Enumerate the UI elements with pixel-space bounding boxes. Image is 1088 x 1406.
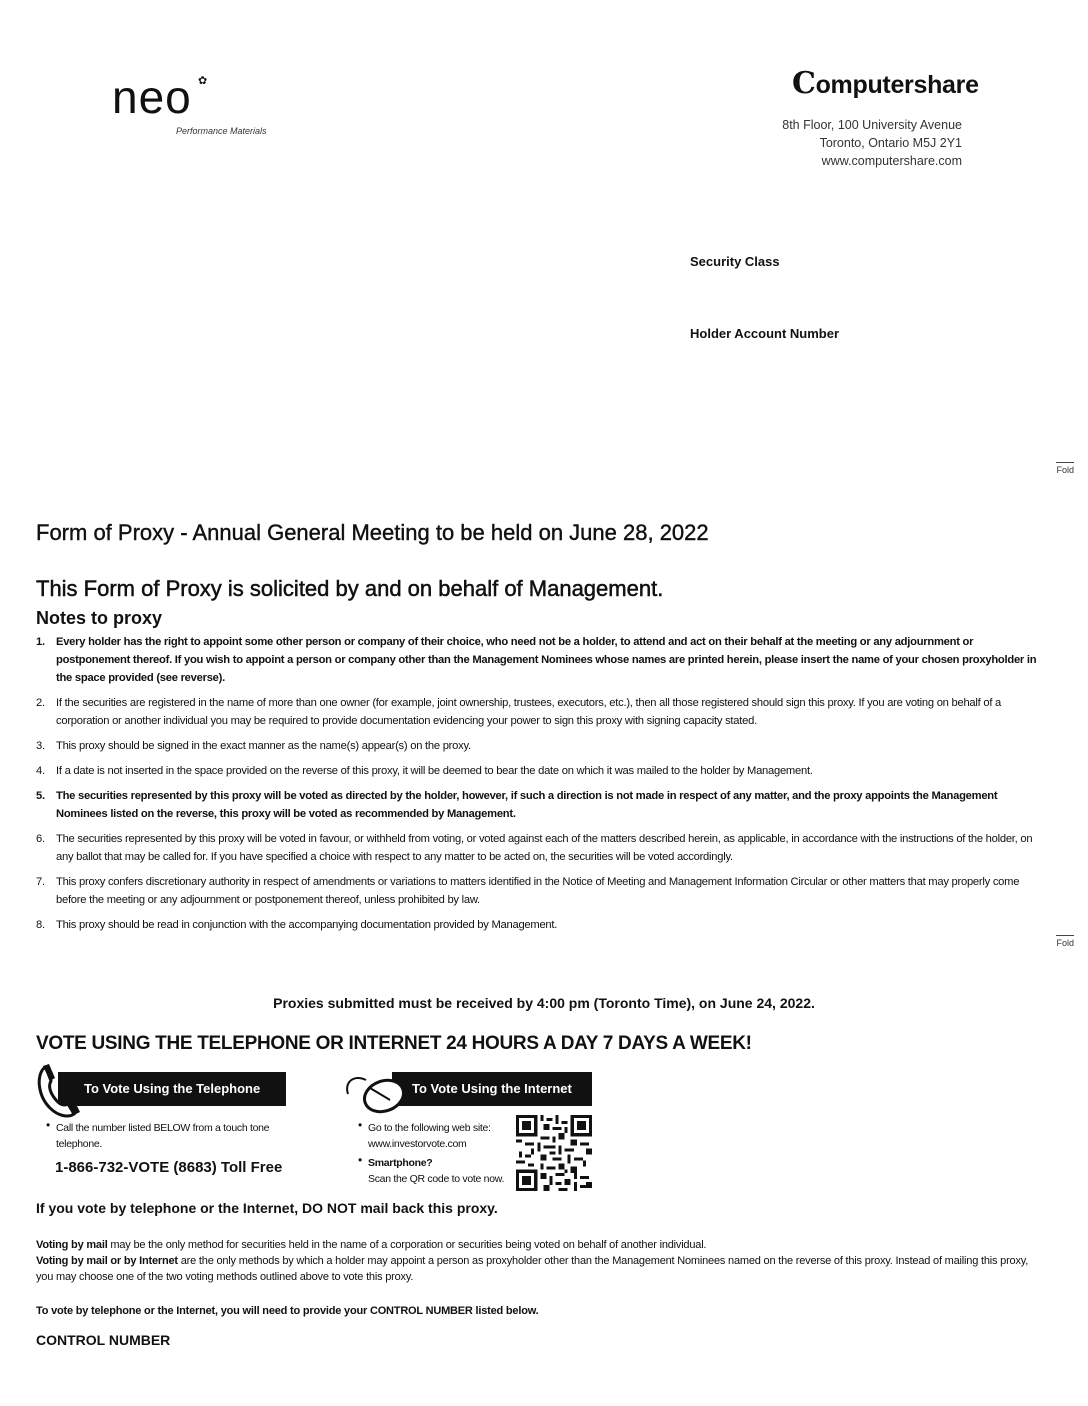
note-item: 5. The securities represented by this proxy will be voted as directed by the holder, however, if such a direction is not made in respect of any matter, and the proxy appoints the Management Nominees listed on the reverse, this proxy will be voted as recommended by Management. bbox=[36, 790, 998, 820]
neo-logo-tagline: Performance Materials bbox=[176, 126, 267, 136]
notes-title: Notes to proxy bbox=[36, 608, 163, 628]
investorvote-link[interactable]: www.investorvote.com bbox=[368, 1138, 467, 1150]
computershare-logo-initial: C bbox=[792, 66, 816, 101]
no-mail-warning: If you vote by telephone or the Internet, DO NOT mail back this proxy. bbox=[36, 1200, 498, 1216]
internet-heading: To Vote Using the Internet bbox=[412, 1081, 572, 1096]
address-line-1: 8th Floor, 100 University Avenue bbox=[782, 118, 962, 132]
telephone-heading: To Vote Using the Telephone bbox=[84, 1081, 261, 1096]
note-item: 3. This proxy should be signed in the exact manner as the name(s) appear(s) on the proxy. bbox=[36, 740, 471, 752]
security-class-label: Security Class bbox=[690, 254, 780, 269]
note-item: 4. If a date is not inserted in the space provided on the reverse of this proxy, it will be deemed to bear the date on which it was mailed to the holder by Management. bbox=[36, 765, 813, 777]
telephone-heading-box bbox=[58, 1072, 286, 1106]
computer-mouse-icon bbox=[344, 1070, 408, 1116]
internet-heading-box bbox=[392, 1072, 592, 1106]
note-item: 1. Every holder has the right to appoint some other person or company of their choice, who need not be a holder, to attend and act on their behalf at the meeting or any adjournment or postponement thereof. If you wish to appoint a person or company other than the Management Nominees whose names are printed herein, please insert the name of your chosen proxyholder in the space provided (see reverse). bbox=[36, 636, 1037, 684]
deadline-notice: Proxies submitted must be received by 4:00 pm (Toronto Time), on June 24, 2022. bbox=[273, 995, 815, 1011]
mail-voting-note: Voting by mail may be the only method for securities held in the name of a corporation or securities being voted on behalf of another individual. bbox=[36, 1239, 707, 1251]
note-item: 6. The securities represented by this proxy will be voted in favour, or withheld from voting, or voted against each of the matters described herein, as applicable, in accordance with the instructions of the holder, on any ballot that may be called for. If you have specified a choice with respect to any matter to be acted on, the securities will be voted accordingly. bbox=[36, 833, 1033, 863]
notes-list bbox=[36, 633, 1041, 941]
holder-account-label: Holder Account Number bbox=[690, 326, 840, 341]
page-title: Form of Proxy - Annual General Meeting to be held on June 28, 2022 bbox=[36, 520, 709, 545]
computershare-logo bbox=[792, 66, 979, 101]
computershare-address bbox=[782, 116, 962, 170]
control-number-instruction: To vote by telephone or the Internet, you will need to provide your CONTROL NUMBER listed below. bbox=[36, 1305, 539, 1317]
internet-instruction: • Go to the following web site: www.investorvote.com bbox=[368, 1120, 508, 1152]
fold-mark-top: Fold bbox=[1056, 462, 1074, 475]
vote-banner: VOTE USING THE TELEPHONE OR INTERNET 24 HOURS A DAY 7 DAYS A WEEK! bbox=[36, 1033, 752, 1054]
control-number-label: CONTROL NUMBER bbox=[36, 1332, 171, 1348]
fold-mark-bottom: Fold bbox=[1056, 935, 1074, 948]
telephone-icon bbox=[34, 1062, 84, 1118]
flower-icon: ✿ bbox=[198, 75, 208, 87]
telephone-instruction: • Call the number listed BELOW from a touch tone telephone. bbox=[46, 1118, 270, 1150]
internet-voting-note: Voting by mail or by Internet are the only methods by which a holder may appoint a person as proxyholder other than the Management Nominees named on the reverse of this proxy. Instead of mailing this proxy, you may choose one of the two voting methods outlined above to vote this proxy. bbox=[36, 1255, 1029, 1283]
neo-logo bbox=[112, 71, 302, 144]
smartphone-instruction: • Smartphone? Scan the QR code to vote now. bbox=[358, 1153, 505, 1185]
neo-logo-word: neo bbox=[112, 71, 192, 123]
toll-free-number[interactable]: 1-866-732-VOTE (8683) Toll Free bbox=[55, 1159, 283, 1176]
address-line-2: Toronto, Ontario M5J 2Y1 bbox=[819, 136, 962, 150]
page-subtitle: This Form of Proxy is solicited by and on behalf of Management. bbox=[36, 576, 664, 601]
note-item: 7. This proxy confers discretionary authority in respect of amendments or variations to matters identified in the Notice of Meeting and Management Information Circular or other matters that may properly come before the meeting or any adjournment or postponement thereof, unless prohibited by law. bbox=[36, 876, 1020, 906]
address-line-3: www.computershare.com bbox=[821, 154, 962, 168]
note-item: 2. If the securities are registered in the name of more than one owner (for example, joint ownership, trustees, executors, etc.), then all those registered should sign this proxy. If you are voting on behalf of a corporation or another individual you may be required to provide documentation evidencing your power to sign this proxy with signing capacity stated. bbox=[36, 697, 1002, 727]
note-item: 8. This proxy should be read in conjunction with the accompanying documentation provided by Management. bbox=[36, 919, 558, 931]
qr-code-icon[interactable] bbox=[516, 1115, 592, 1191]
computershare-logo-word: omputershare bbox=[815, 71, 979, 99]
